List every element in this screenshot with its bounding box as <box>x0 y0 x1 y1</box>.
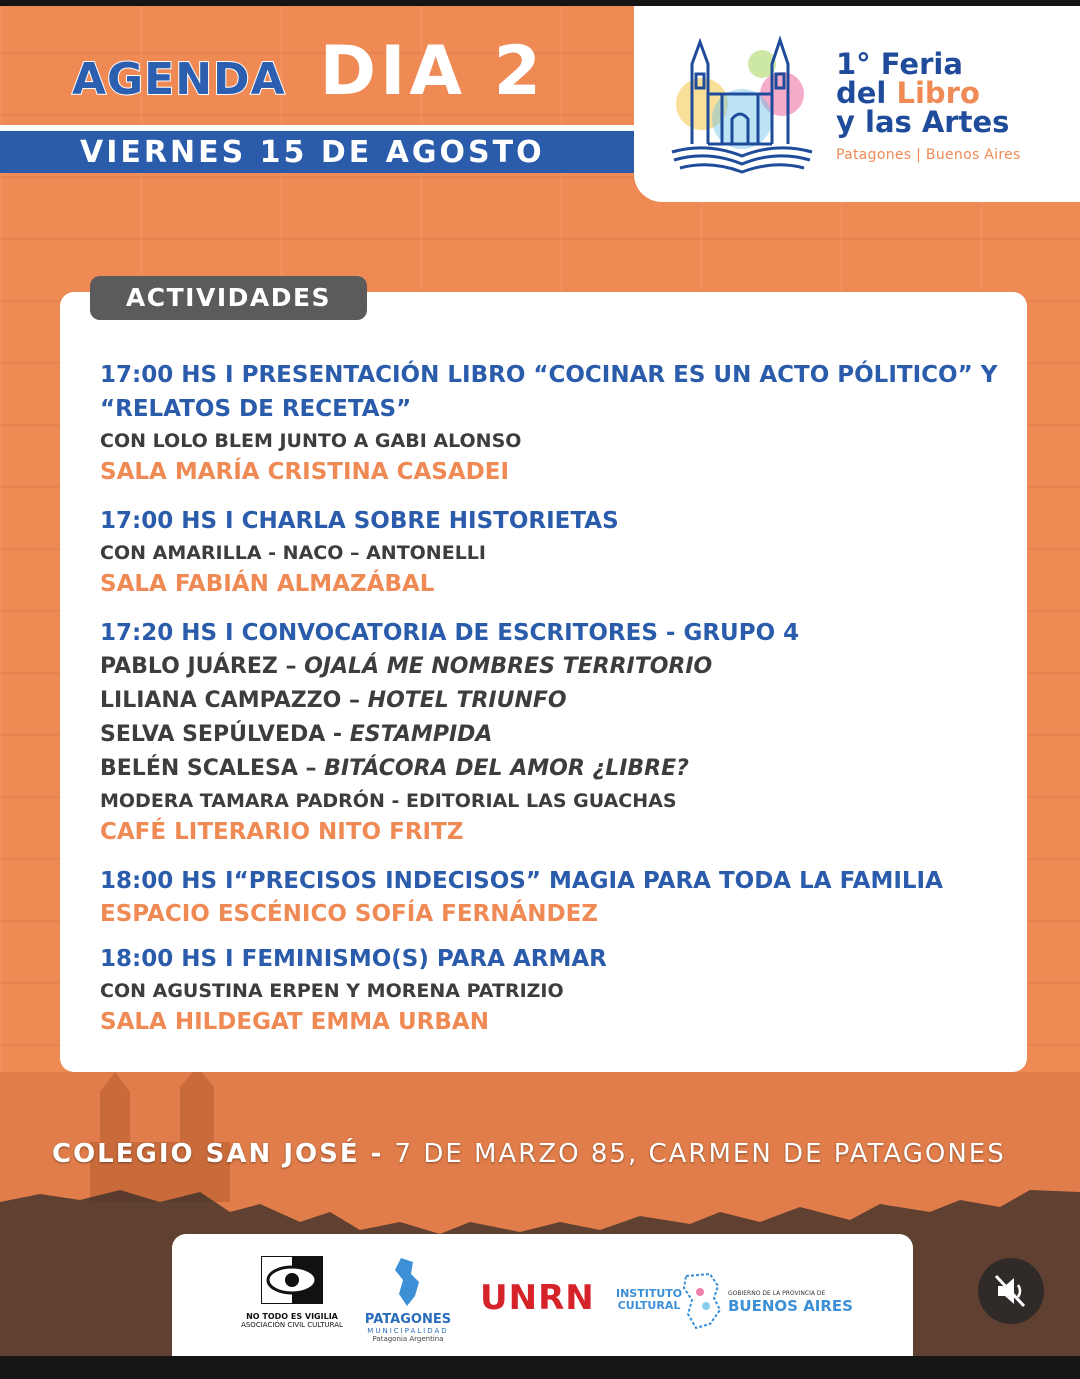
event-heading: 17:20 HS I CONVOCATORIA DE ESCRITORES - GRUPO 4 <box>100 620 800 646</box>
unrn-logo: UNRN <box>480 1278 595 1318</box>
poster-title <box>72 32 545 111</box>
instituto-cultural-logo: INSTITUTO CULTURAL <box>616 1287 683 1312</box>
event-venue: ESPACIO ESCÉNICO SOFÍA FERNÁNDEZ <box>100 901 599 927</box>
event-heading: 18:00 HS I“PRECISOS INDECISOS” MAGIA PARA TODA LA FAMILIA <box>100 868 943 894</box>
ntev-logo: NO TODO ES VIGILIA ASOCIACIÓN CIVIL CULTURAL <box>236 1256 348 1329</box>
agenda-label: AGENDA <box>72 54 286 105</box>
patagones-logo: PATAGONES MUNICIPALIDAD Patagonia Argentina <box>360 1256 456 1343</box>
day-label: DIA 2 <box>319 32 545 111</box>
event-item <box>100 864 1000 930</box>
speaker-muted-icon <box>978 1258 1044 1324</box>
venue-name: COLEGIO SAN JOSÉ <box>52 1139 360 1169</box>
fair-location: Patagones | Buenos Aires <box>836 147 1021 163</box>
event-venue: SALA HILDEGAT EMMA URBAN <box>100 1009 489 1035</box>
eye-logo-icon <box>261 1256 323 1304</box>
fair-name: 1° Feria del Libro y las Artes <box>836 47 1010 139</box>
event-heading: 18:00 HS I FEMINISMO(S) PARA ARMAR <box>100 946 607 972</box>
bottom-edge <box>0 1356 1080 1379</box>
event-heading: 17:00 HS I PRESENTACIÓN LIBRO “COCINAR ES UN ACTO PÓLITICO” Y “RELATOS DE RECETAS” <box>100 362 998 422</box>
writer-entry: SELVA SEPÚLVEDA - ESTAMPIDA <box>100 722 493 747</box>
event-item <box>100 616 1000 848</box>
province-map-icon <box>680 1272 724 1330</box>
event-moderator: MODERA TAMARA PADRÓN - EDITORIAL LAS GUACHAS <box>100 790 677 812</box>
event-heading: 17:00 HS I CHARLA SOBRE HISTORIETAS <box>100 508 619 534</box>
event-guests: CON AGUSTINA ERPEN Y MORENA PATRIZIO <box>100 980 564 1002</box>
writer-entry: LILIANA CAMPAZZO – HOTEL TRIUNFO <box>100 688 567 713</box>
event-guests: CON LOLO BLEM JUNTO A GABI ALONSO <box>100 430 522 452</box>
writer-entry: PABLO JUÁREZ – OJALÁ ME NOMBRES TERRITORIO <box>100 654 713 679</box>
patagones-map-icon <box>391 1256 425 1308</box>
sponsor-strip <box>172 1234 913 1356</box>
event-date: VIERNES 15 DE AGOSTO <box>80 135 545 170</box>
activities-tab: ACTIVIDADES <box>90 276 367 320</box>
event-list <box>100 358 1000 1054</box>
street-address: 7 DE MARZO 85, CARMEN DE PATAGONES <box>394 1139 1006 1169</box>
fair-logo-card <box>634 6 1080 202</box>
event-venue: CAFÉ LITERARIO NITO FRITZ <box>100 819 464 845</box>
event-item <box>100 942 1000 1038</box>
writer-entry: BELÉN SCALESA – BITÁCORA DEL AMOR ¿LIBRE? <box>100 756 689 781</box>
event-venue: SALA MARÍA CRISTINA CASADEI <box>100 459 510 485</box>
event-guests: CON AMARILLA - NACO – ANTONELLI <box>100 542 486 564</box>
buenos-aires-logo: GOBIERNO DE LA PROVINCIA DE BUENOS AIRES <box>728 1290 853 1315</box>
date-band <box>0 125 640 173</box>
event-item <box>100 358 1000 488</box>
venue-address: COLEGIO SAN JOSÉ - 7 DE MARZO 85, CARMEN DE PATAGONES <box>52 1139 1006 1169</box>
event-venue: SALA FABIÁN ALMAZÁBAL <box>100 571 435 597</box>
agenda-poster <box>0 6 1080 1356</box>
church-book-logo-icon <box>662 24 822 176</box>
mute-toggle-button[interactable] <box>978 1258 1044 1324</box>
event-item <box>100 504 1000 600</box>
